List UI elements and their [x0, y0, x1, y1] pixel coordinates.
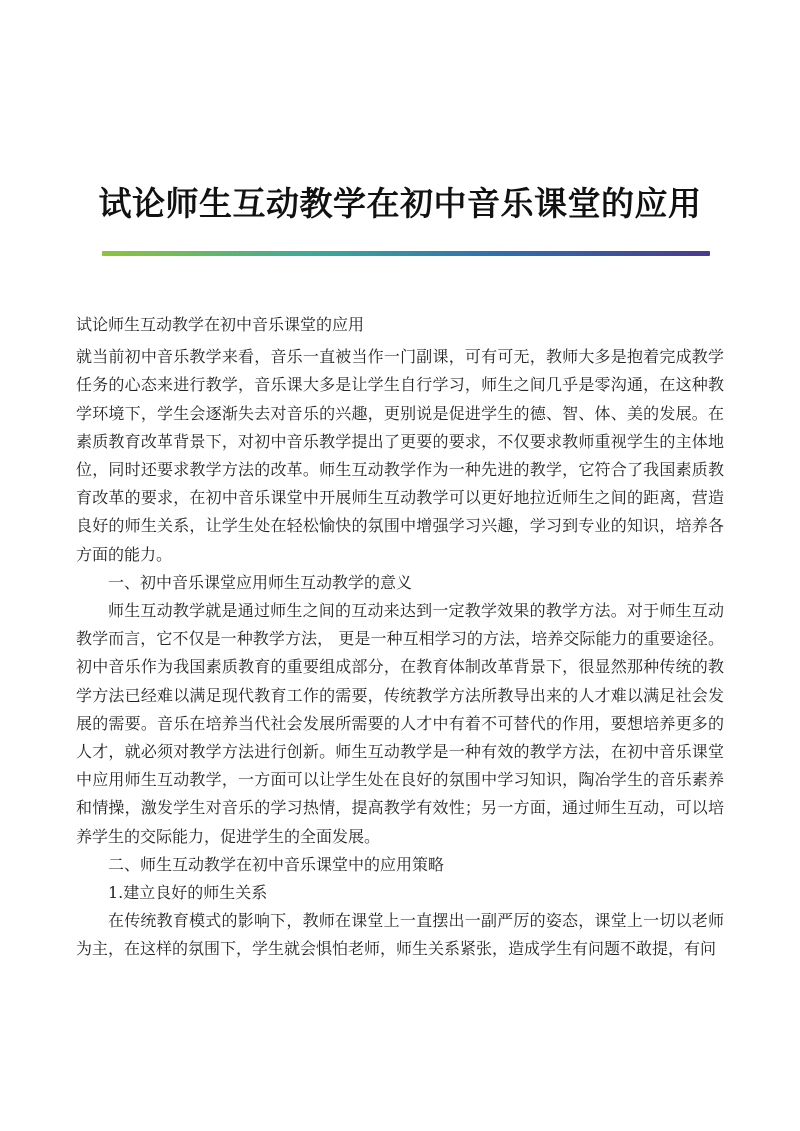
body-title-line: 试论师生互动教学在初中音乐课堂的应用: [76, 315, 365, 334]
subsection-1-paragraph: 在传统教育模式的影响下，教师在课堂上一直摆出一副严厉的姿态，课堂上一切以老师为主，在这样的氛围下，学生就会惧怕老师，师生关系紧张，造成学生有问题不敢提，有问: [76, 911, 724, 959]
subsection-heading-1: 1.建立良好的师生关系: [108, 883, 268, 903]
document-body: [76, 311, 724, 964]
section-heading-1: 一、初中音乐课堂应用师生互动教学的意义: [108, 572, 413, 592]
section-1-paragraph: 师生互动教学就是通过师生之间的互动来达到一定教学效果的教学方法。对于师生互动教学而言，它不仅是一种教学方法， 更是一种互相学习的方法，培养交际能力的重要途径。初中音乐作为我国素质教育的重要组成部分，在教育体制改革背景下，很显然那种传统的教学方法已经难以满足现代教育工作的需要，传统教学方法所教导出来的人才难以满足社会发展的需要。音乐在培养当代社会发展所需要的人才中有着不可替代的作用，要想培养更多的人才，就必须对教学方法进行创新。师生互动教学是一种有效的教学方法，在初中音乐课堂中应用师生互动教学，一方面可以让学生处在良好的氛围中学习知识，陶冶学生的音乐素养和情操，激发学生对音乐的学习热情，提高教学有效性；另一方面，通过师生互动，可以培养学生的交际能力，促进学生的全面发展。: [76, 601, 724, 846]
intro-paragraph: 就当前初中音乐教学来看，音乐一直被当作一门副课，可有可无，教师大多是抱着完成教学任务的心态来进行教学，音乐课大多是让学生自行学习，师生之间几乎是零沟通，在这种教学环境下，学生会逐渐失去对音乐的兴趣，更别说是促进学生的德、智、体、美的发展。在素质教育改革背景下，对初中音乐教学提出了更要的要求，不仅要求教师重视学生的主体地位，同时还要求教学方法的改革。师生互动教学作为一种先进的教学，它符合了我国素质教育改革的要求，在初中音乐课堂中开展师生互动教学可以更好地拉近师生之间的距离，营造良好的师生关系，让学生处在轻松愉快的氛围中增强学习兴趣，学习到专业的知识，培养各方面的能力。: [76, 347, 724, 564]
section-heading-2: 二、师生互动教学在初中音乐课堂中的应用策略: [108, 854, 445, 874]
title-divider: [102, 251, 710, 256]
document-title: 试论师生互动教学在初中音乐课堂的应用: [98, 184, 702, 224]
